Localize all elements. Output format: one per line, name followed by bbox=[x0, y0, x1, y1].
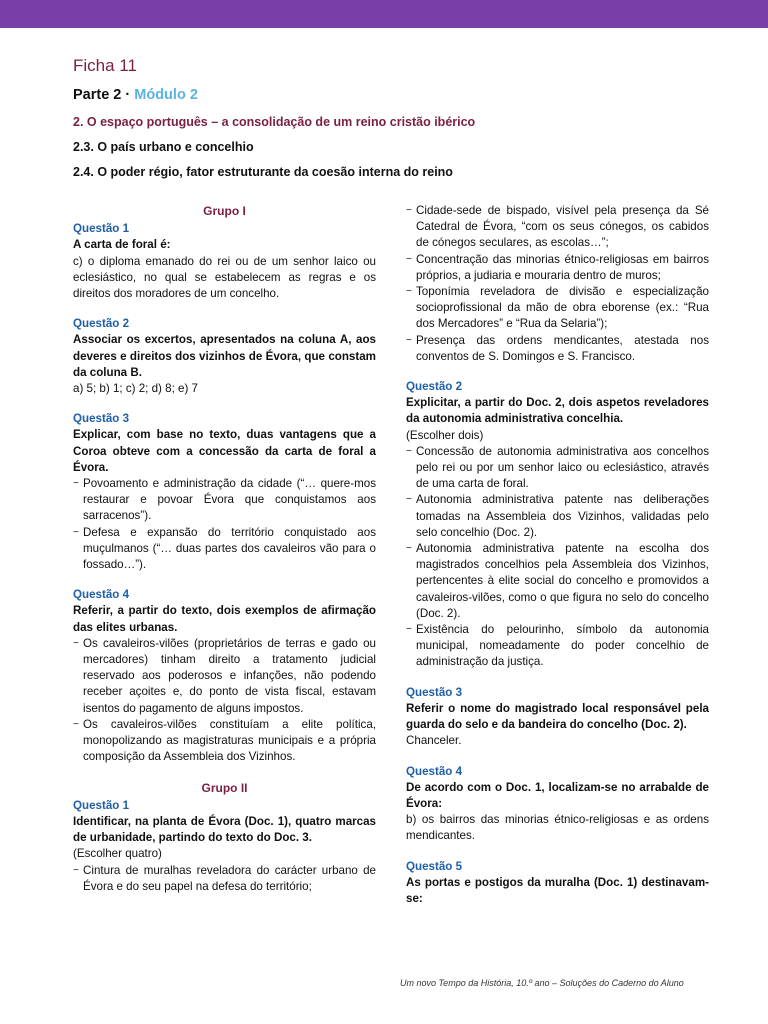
question-label: Questão 4 bbox=[406, 764, 463, 778]
answer-note: (Escolher quatro) bbox=[73, 847, 162, 861]
module-label: Módulo 2 bbox=[134, 87, 198, 103]
list-item: − Presença das ordens mendicantes, atestada nos conventos de S. Domingos e S. Francisco. bbox=[406, 333, 709, 365]
question-label: Questão 2 bbox=[406, 380, 463, 394]
question-label: Questão 3 bbox=[406, 685, 463, 699]
answer-text: b) os bairros das minorias étnico-religiosas e as ordens mendicantes. bbox=[406, 813, 709, 843]
subsection-heading-2-4: 2.4. O poder régio, fator estruturante da coesão interna do reino bbox=[73, 165, 453, 179]
question-label: Questão 3 bbox=[73, 412, 130, 426]
list-item: − Autonomia administrativa patente na escolha dos magistrados concelhios pela Assembleia dos Vizinhos, pertencentes à elite social do concelho e promovidos a cavaleiros-vilões, como o que figura no selo do concelho (Doc. 2). bbox=[406, 541, 709, 622]
page-title: Ficha 11 bbox=[73, 56, 137, 75]
question-label: Questão 2 bbox=[73, 317, 130, 331]
top-color-bar bbox=[0, 0, 768, 28]
part-label: Parte 2 bbox=[73, 87, 122, 103]
list-item: − Os cavaleiros-vilões (proprietários de terras e gado ou mercadores) tinham direito a tratamento judicial reservado aos poderosos e infanções, não podendo receber açoites e, do ponto de vista fiscal, estavam isentos do pagamento de alguns impostos. bbox=[73, 636, 376, 717]
answer-list bbox=[406, 444, 709, 671]
question-label: Questão 1 bbox=[73, 222, 130, 236]
question-label: Questão 4 bbox=[73, 588, 130, 602]
list-item: − Cidade-sede de bispado, visível pela presença da Sé Catedral de Évora, “com os seus cónegos, os cabidos de cónegos seculares, as escolas…”; bbox=[406, 203, 709, 252]
answer-text: a) 5; b) 1; c) 2; d) 8; e) 7 bbox=[73, 382, 199, 396]
answer-list bbox=[73, 863, 376, 895]
question-statement: Explicitar, a partir do Doc. 2, dois aspetos reveladores da autonomia administrativa concelhia. bbox=[406, 396, 709, 426]
part-separator: · bbox=[121, 87, 135, 103]
question-statement: De acordo com o Doc. 1, localizam-se no arrabalde de Évora: bbox=[406, 780, 709, 810]
answer-list bbox=[73, 476, 376, 573]
question-label: Questão 5 bbox=[406, 859, 463, 873]
group-1-heading: Grupo I bbox=[203, 204, 246, 218]
list-item: − Defesa e expansão do território conquistado aos muçulmanos (“… duas partes dos cavaleiros vão para o fossado…”). bbox=[73, 525, 376, 574]
list-item: − Toponímia reveladora de divisão e especialização socioprofissional da mão de obra eborense (ex.: “Rua dos Mercadores” e “Rua da Selaria”); bbox=[406, 284, 709, 333]
list-item: − Cintura de muralhas reveladora do carácter urbano de Évora e do seu papel na defesa do território; bbox=[73, 863, 376, 895]
answer-note: (Escolher dois) bbox=[406, 428, 484, 442]
page-footer: Um novo Tempo da História, 10.º ano – Soluções do Caderno do Aluno bbox=[400, 978, 684, 988]
page-header bbox=[73, 52, 713, 183]
right-column bbox=[406, 203, 709, 907]
section-heading: 2. O espaço português – a consolidação de um reino cristão ibérico bbox=[73, 115, 476, 129]
question-label: Questão 1 bbox=[73, 798, 130, 812]
list-item: − Concentração das minorias étnico-religiosas em bairros próprios, a judiaria e mouraria dentro de muros; bbox=[406, 252, 709, 284]
subsection-heading-2-3: 2.3. O país urbano e concelhio bbox=[73, 140, 254, 154]
left-column bbox=[73, 203, 376, 895]
answer-list-continued bbox=[406, 203, 709, 365]
question-statement: Identificar, na planta de Évora (Doc. 1), quatro marcas de urbanidade, partindo do texto do Doc. 3. bbox=[73, 814, 376, 845]
question-statement: Referir o nome do magistrado local responsável pela guarda do selo e da bandeira do concelho (Doc. 2). bbox=[406, 701, 709, 732]
list-item: − Os cavaleiros-vilões constituíam a elite política, monopolizando as magistraturas municipais e a própria composição da Assembleia dos Vizinhos. bbox=[73, 717, 376, 766]
list-item: − Povoamento e administração da cidade (“… quere-mos restaurar e povoar Évora que conquistamos aos sarracenos”). bbox=[73, 476, 376, 525]
list-item: − Autonomia administrativa patente nas deliberações tomadas na Assembleia dos Vizinhos, validadas pelo selo concelhio (Doc. 2). bbox=[406, 492, 709, 541]
list-item: − Existência do pelourinho, símbolo da autonomia municipal, nomeadamente do poder concelhio de administração da justiça. bbox=[406, 622, 709, 671]
answer-text: c) o diploma emanado do rei ou de um senhor laico ou eclesiástico, no qual se estabelecem as regras e os direitos dos moradores de um concelho. bbox=[73, 254, 376, 301]
question-statement: A carta de foral é: bbox=[73, 238, 171, 252]
answer-text: Chanceler. bbox=[406, 734, 462, 748]
question-statement: As portas e postigos da muralha (Doc. 1) destinavam-se: bbox=[406, 875, 709, 905]
group-2-heading: Grupo II bbox=[201, 780, 248, 795]
answer-list bbox=[73, 636, 376, 766]
question-statement: Explicar, com base no texto, duas vantagens que a Coroa obteve com a concessão da carta de foral a Évora. bbox=[73, 428, 376, 474]
list-item: − Concessão de autonomia administrativa aos concelhos pelo rei ou por um senhor laico ou eclesiástico, através de uma carta de foral. bbox=[406, 444, 709, 493]
question-statement: Associar os excertos, apresentados na coluna A, aos deveres e direitos dos vizinhos de Évora, que constam da coluna B. bbox=[73, 333, 376, 379]
question-statement: Referir, a partir do texto, dois exemplos de afirmação das elites urbanas. bbox=[73, 604, 376, 634]
part-heading bbox=[73, 83, 713, 107]
